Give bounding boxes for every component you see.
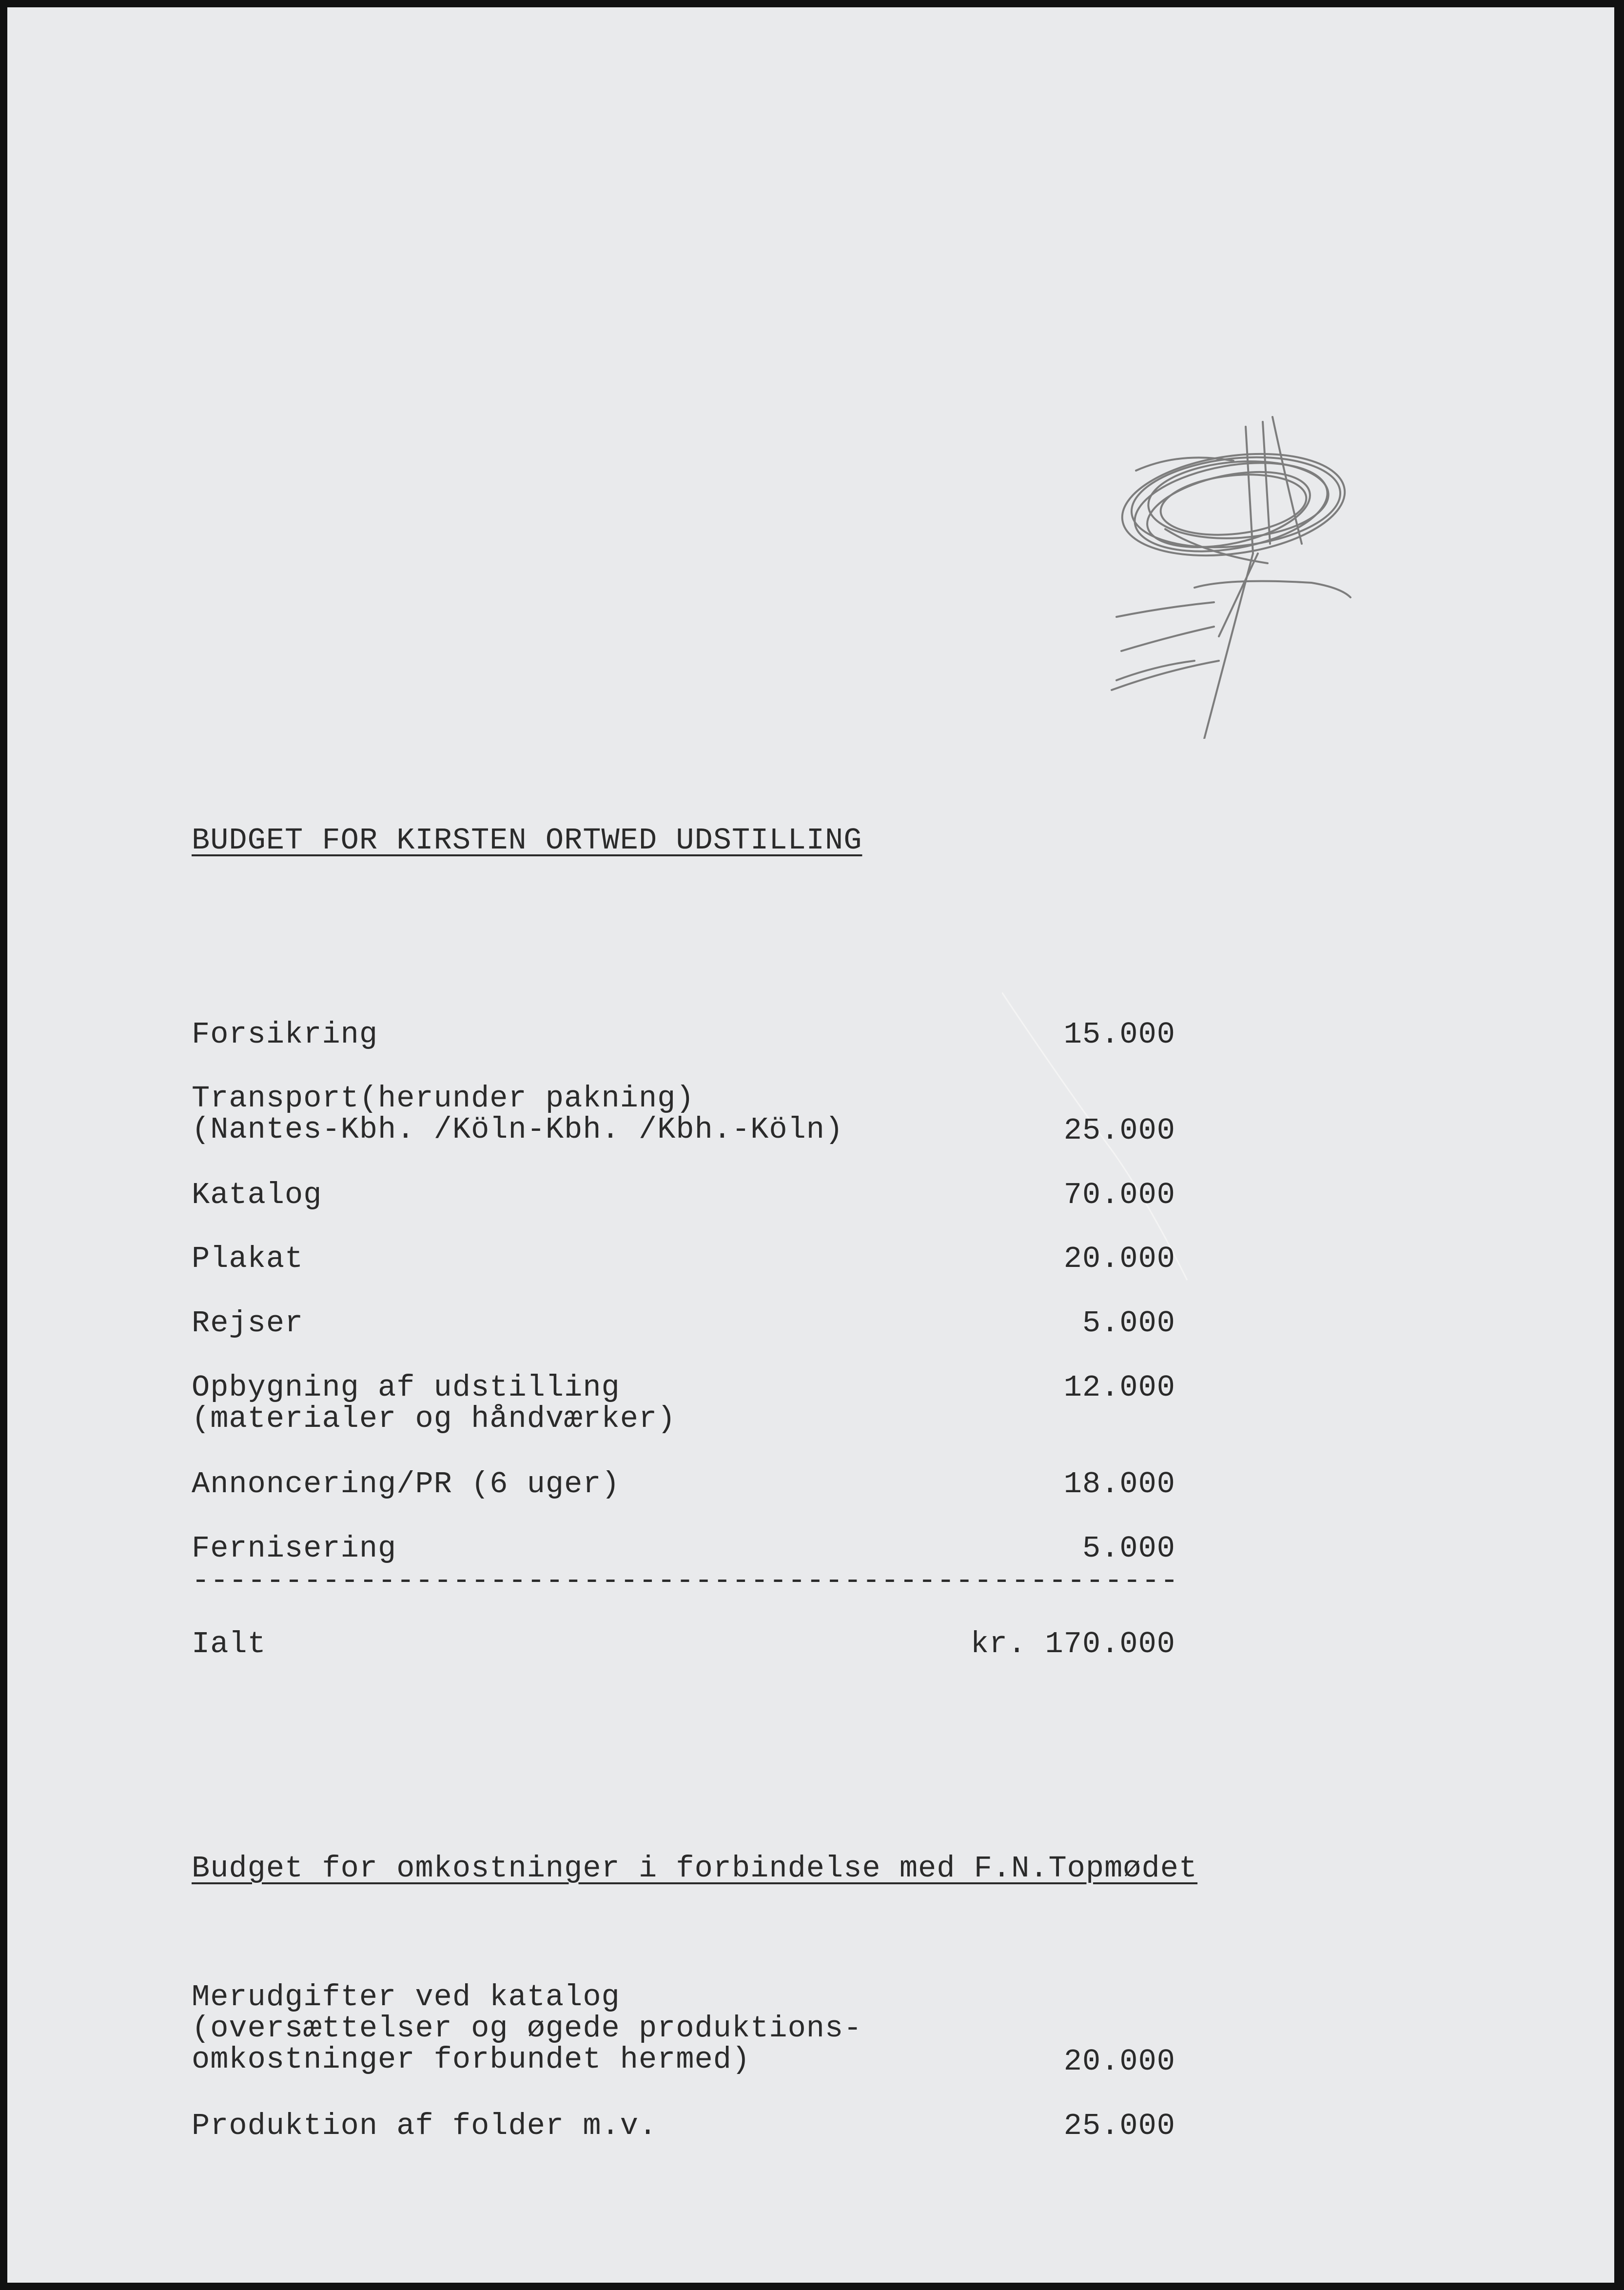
budget1-item-label: Forsikring [192, 1017, 378, 1052]
pencil-scribble [1107, 407, 1375, 739]
budget2-title: Budget for omkostninger i forbindelse med F.N.Topmødet [192, 1851, 1198, 1886]
dashed-rule: ----------------------------------------------------- [192, 1563, 1179, 1598]
budget1-item-amount: 12.000 [1063, 1370, 1175, 1405]
budget1-item-label: Plakat [192, 1242, 304, 1276]
budget1-item-amount: 15.000 [1063, 1017, 1175, 1052]
budget1-item-label: Annoncering/PR (6 uger) [192, 1467, 620, 1501]
budget2-item-label: Produktion af folder m.v. [192, 2109, 658, 2143]
budget1-item-amount: 20.000 [1063, 1242, 1175, 1276]
budget1-item-amount: 25.000 [1063, 1113, 1175, 1148]
budget1-title: BUDGET FOR KIRSTEN ORTWED UDSTILLING [192, 823, 862, 858]
budget2-item-amount: 25.000 [1063, 2109, 1175, 2143]
budget1-item-amount: 5.000 [1082, 1306, 1175, 1341]
budget1-item-label: Katalog [192, 1178, 322, 1212]
budget1-item-label: Rejser [192, 1306, 304, 1341]
budget2-item-label: Merudgifter ved katalog (oversættelser og øgede produktions- omkostninger forbundet hermed) [192, 1980, 862, 2077]
budget2-item-amount: 20.000 [1063, 2044, 1175, 2079]
budget1-item-label: Transport(herunder pakning) (Nantes-Kbh. /Köln-Kbh. /Kbh.-Köln) [192, 1081, 844, 1147]
budget1-item-amount: 18.000 [1063, 1467, 1175, 1501]
document-page [7, 7, 1614, 2283]
budget1-item-label: Fernisering [192, 1531, 397, 1566]
total-amount: kr. 170.000 [970, 1627, 1175, 1661]
budget1-item-amount: 70.000 [1063, 1178, 1175, 1212]
budget1-item-label: Opbygning af udstilling (materialer og håndværker) [192, 1370, 676, 1436]
total-label: Ialt [192, 1627, 266, 1661]
budget1-item-amount: 5.000 [1082, 1531, 1175, 1566]
